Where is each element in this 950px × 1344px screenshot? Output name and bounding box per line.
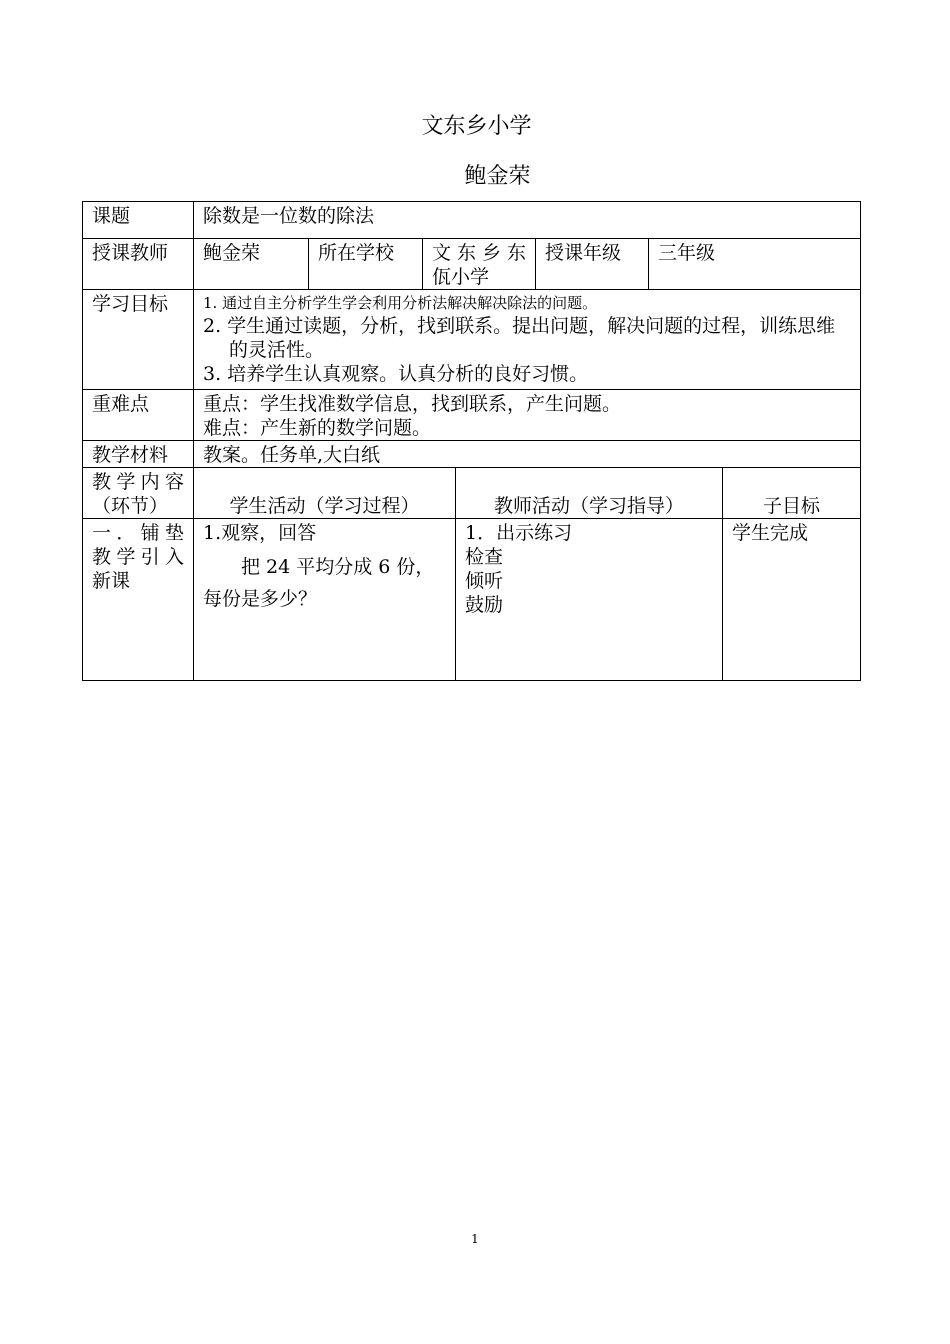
key-point: 重点：学生找准数学信息，找到联系，产生问题。 <box>203 393 622 415</box>
stage-line-2: 教学引入 <box>92 546 184 568</box>
goals-label: 学习目标 <box>83 290 194 390</box>
goals-row <box>83 290 861 390</box>
content-header-line-2: （环节） <box>92 495 169 517</box>
topic-label: 课题 <box>83 202 194 239</box>
materials-value: 教案。任务单,大白纸 <box>194 441 861 468</box>
key-points-label: 重难点 <box>83 390 194 441</box>
stage-line-3: 新课 <box>92 570 131 592</box>
teacher-activity-line-4: 鼓励 <box>465 594 504 616</box>
sub-goal-cell: 学生完成 <box>723 519 861 681</box>
grade-value: 三年级 <box>649 239 861 290</box>
student-activity-line-1: 1.观察，回答 <box>203 522 317 544</box>
teacher-activity-cell <box>456 519 723 681</box>
materials-row <box>83 441 861 468</box>
student-activity-header: 学生活动（学习过程） <box>194 468 456 519</box>
school-name: 文东乡小学 <box>421 114 532 139</box>
page-number: 1 <box>471 1232 479 1246</box>
key-points-row <box>83 390 861 441</box>
goals-list <box>194 290 861 390</box>
goal-item-1: 1. 通过自主分析学生学会利用分析法解决解决除法的问题。 <box>203 294 598 312</box>
school-value-line-1: 文东乡东 <box>432 242 526 264</box>
content-header <box>83 468 194 519</box>
school-label: 所在学校 <box>309 239 423 290</box>
student-activity-line-2: 把 24 平均分成 6 份， <box>241 556 435 578</box>
materials-label: 教学材料 <box>83 441 194 468</box>
difficult-point: 难点：产生新的数学问题。 <box>203 417 432 439</box>
teacher-activity-header: 教师活动（学习指导） <box>456 468 723 519</box>
stage-cell <box>83 519 194 681</box>
topic-row <box>83 202 861 239</box>
sub-goal-header: 子目标 <box>723 468 861 519</box>
teacher-activity-line-2: 检查 <box>465 546 504 568</box>
goal-item-3: 3. 培养学生认真观察。认真分析的良好习惯。 <box>203 363 589 385</box>
content-header-line-1: 教学内容 <box>92 471 184 493</box>
goal-item-2: 2. 学生通过读题，分析，找到联系。提出问题，解决问题的过程，训练思维的灵活性。 <box>203 315 836 361</box>
key-points-value <box>194 390 861 441</box>
activity-header-row <box>83 468 861 519</box>
teacher-row <box>83 239 861 290</box>
student-activity-line-3: 每份是多少？ <box>203 588 318 610</box>
author-name: 鲍金荣 <box>464 164 531 189</box>
topic-value: 除数是一位数的除法 <box>194 202 861 239</box>
teacher-activity-line-1: 1．出示练习 <box>465 522 573 544</box>
lesson-plan-table <box>82 201 861 681</box>
teacher-value: 鲍金荣 <box>194 239 309 290</box>
school-value-line-2: 佤小学 <box>432 266 490 288</box>
teacher-label: 授课教师 <box>83 239 194 290</box>
school-value <box>423 239 536 290</box>
teacher-activity-line-3: 倾听 <box>465 570 504 592</box>
stage-line-1: 一．铺垫 <box>92 522 184 544</box>
student-activity-cell <box>194 519 456 681</box>
activity-row <box>83 519 861 681</box>
grade-label: 授课年级 <box>536 239 649 290</box>
